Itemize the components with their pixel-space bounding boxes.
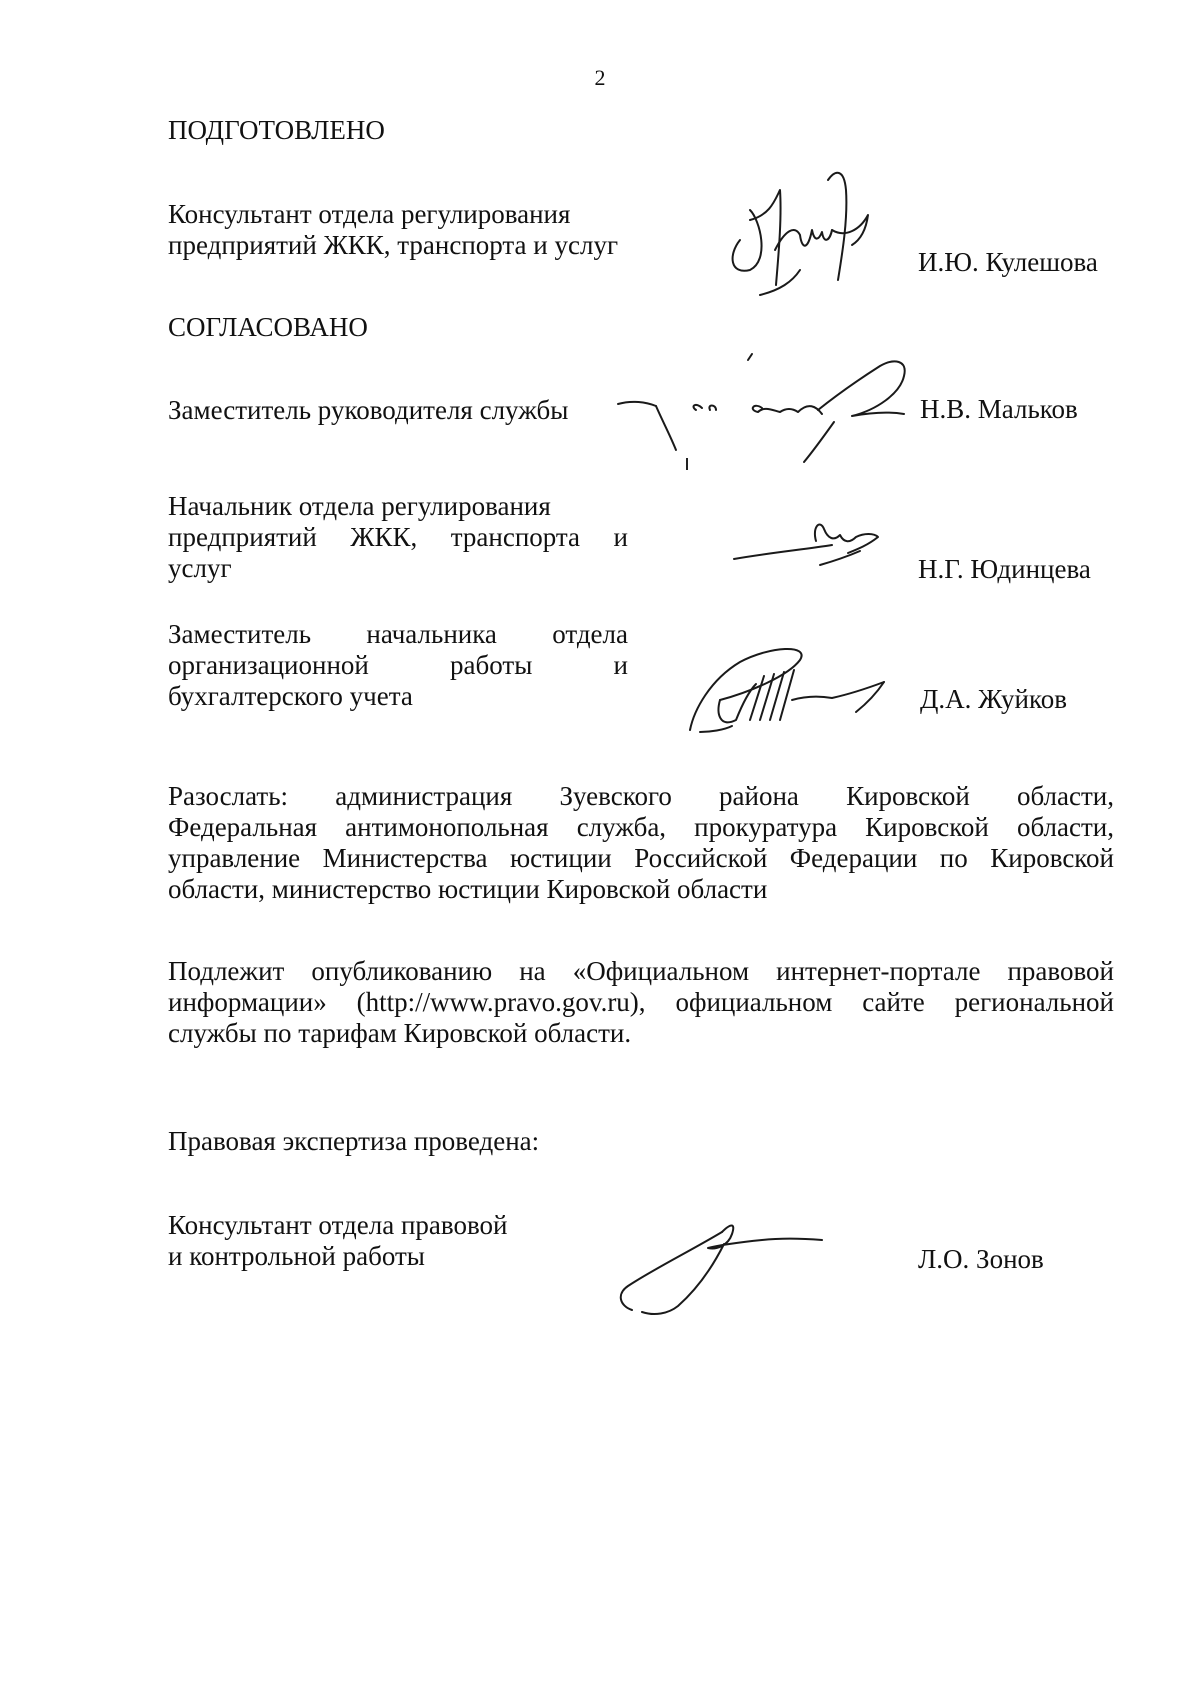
prepared-name: И.Ю. Кулешова [918, 247, 1098, 277]
distribution-line: области, министерство юстиции Кировской области [168, 874, 768, 904]
position-line: Начальник отдела регулирования [168, 491, 551, 521]
signature-zhuykov [680, 640, 910, 740]
signature-kuleshova [720, 160, 880, 310]
signer-position [168, 491, 628, 584]
signer-name: Д.А. Жуйков [920, 684, 1067, 714]
signer-name: Н.Г. Юдинцева [918, 554, 1091, 584]
legal-review-name: Л.О. Зонов [918, 1244, 1044, 1274]
publication-block [168, 956, 1114, 1049]
legal-review-position [168, 1210, 628, 1272]
signer-position [168, 619, 628, 712]
position-line: и контрольной работы [168, 1241, 425, 1271]
position-line: Заместитель начальника отдела [168, 619, 628, 649]
publication-line: службы по тарифам Кировской области. [168, 1018, 632, 1048]
position-line: Консультант отдела правовой [168, 1210, 508, 1240]
page-number: 2 [594, 65, 606, 90]
position-line: предприятий ЖКК, транспорта и [168, 522, 628, 552]
publication-line: информации» (http://www.pravo.gov.ru), официальном сайте региональной [168, 987, 1114, 1017]
position-line: бухгалтерского учета [168, 681, 413, 711]
position-line: услуг [168, 553, 232, 583]
publication-line: Подлежит опубликованию на «Официальном интернет-портале правовой [168, 956, 1114, 986]
prepared-heading: ПОДГОТОВЛЕНО [168, 115, 385, 145]
signature-mark [686, 458, 688, 470]
distribution-line: управление Министерства юстиции Российской Федерации по Кировской [168, 843, 1114, 873]
position-line: Консультант отдела регулирования [168, 199, 571, 229]
agreed-heading: СОГЛАСОВАНО [168, 312, 368, 342]
position-line: предприятий ЖКК, транспорта и услуг [168, 230, 619, 260]
signer-position [168, 395, 608, 426]
prepared-position [168, 199, 638, 261]
distribution-line: Федеральная антимонопольная служба, прокуратура Кировской области, [168, 812, 1114, 842]
position-line: Заместитель руководителя службы [168, 395, 569, 425]
distribution-block [168, 781, 1114, 905]
distribution-line: Разослать: администрация Зуевского района Кировской области, [168, 781, 1114, 811]
legal-review-heading: Правовая экспертиза проведена: [168, 1126, 540, 1156]
signer-name: Н.В. Мальков [920, 394, 1078, 424]
signature-yudintseva [728, 515, 888, 585]
position-line: организационной работы и [168, 650, 628, 680]
signature-zonov [612, 1210, 842, 1320]
signature-malkov [612, 350, 932, 480]
